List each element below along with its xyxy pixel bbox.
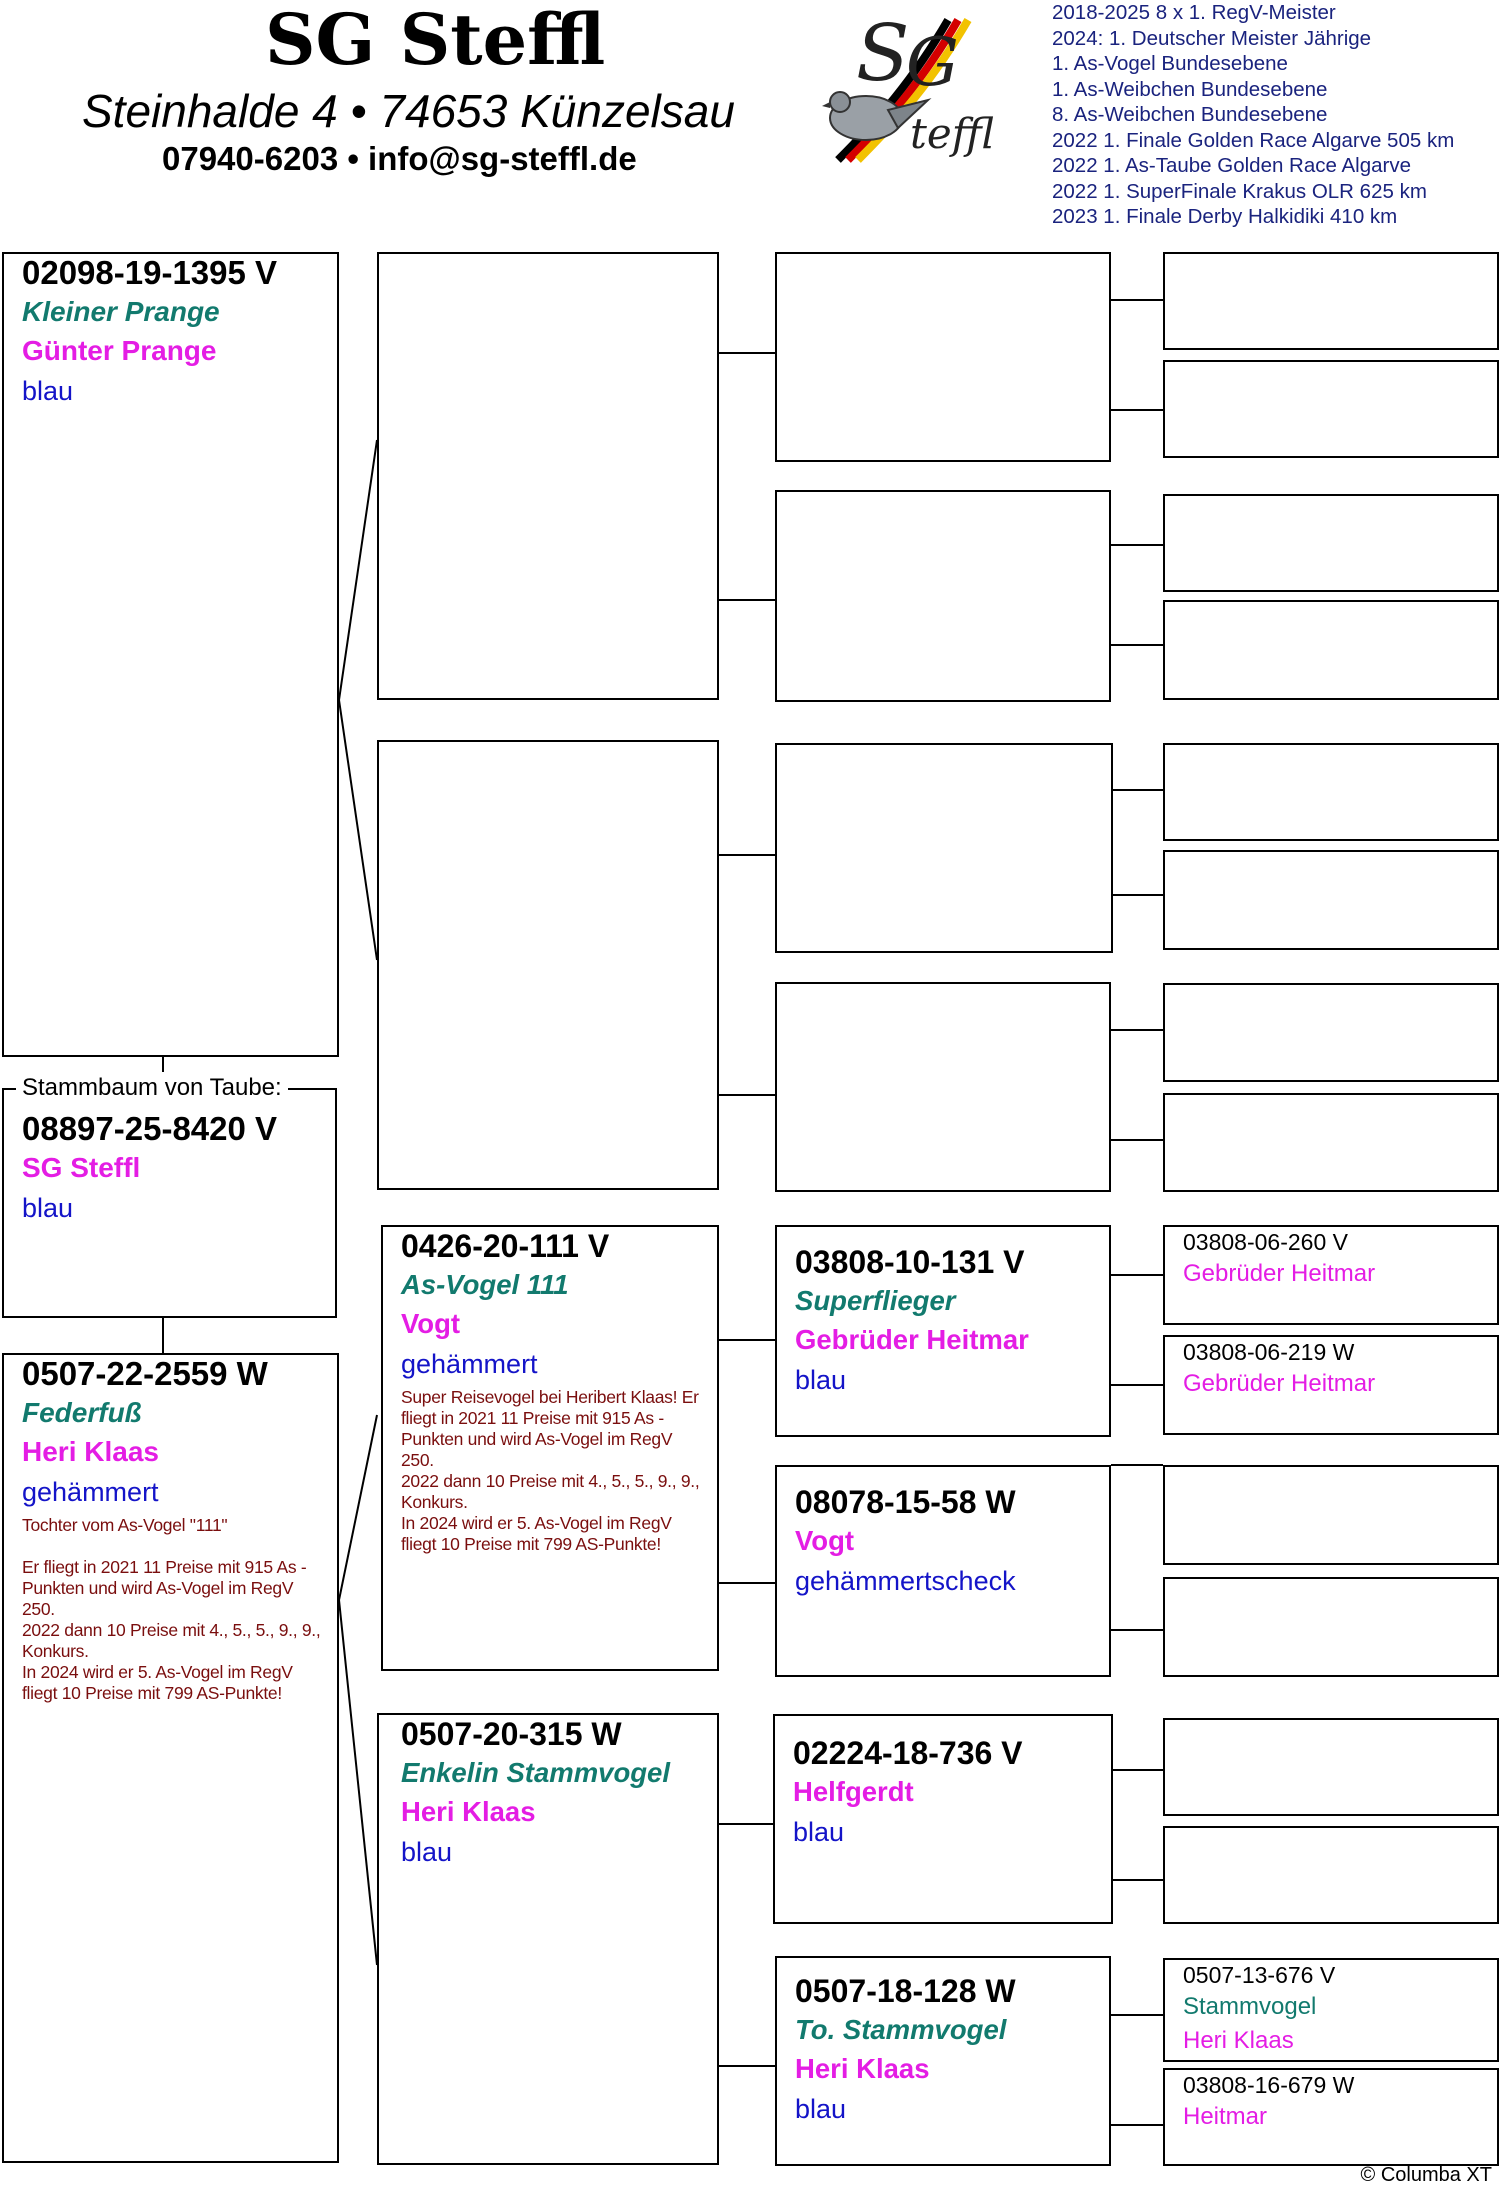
achievement-item: 2022 1. SuperFinale Krakus OLR 625 km bbox=[1052, 179, 1427, 203]
gen4-card[interactable] bbox=[1163, 360, 1499, 458]
svg-text:S: S bbox=[856, 9, 910, 99]
sds-card[interactable] bbox=[775, 743, 1113, 953]
ssd-card[interactable] bbox=[775, 490, 1111, 702]
dd-sire-breeder: Helfgerdt bbox=[793, 1776, 914, 1807]
address: Steinhalde 4 • 74653 Künzelsau bbox=[82, 85, 735, 137]
dam-dam-card[interactable] bbox=[377, 1713, 719, 2165]
ds-sire-ring: 03808-10-131 V bbox=[795, 1244, 1025, 1280]
ds-dam-card[interactable] bbox=[775, 1465, 1111, 1677]
dam-sire-card[interactable] bbox=[381, 1225, 719, 1671]
dd-dam-ring: 0507-18-128 W bbox=[795, 1973, 1016, 2009]
dam-sire-notes: Super Reisevogel bei Heribert Klaas! Er fliegt in 2021 11 Preise mit 915 As -Punkten und wird As-Vogel im RegV 250. 2022 dann 10 Preise mit 4., 5., 5., 9., 9., Konkurs. In 2024 wird er 5. As-Vogel im RegV fliegt 10 Preise mit 799 AS-Punkte! bbox=[401, 1387, 700, 1554]
svg-text:teffl: teffl bbox=[910, 109, 994, 158]
ds-sire-name: Superflieger bbox=[795, 1285, 956, 1316]
dam-sire-ring: 0426-20-111 V bbox=[401, 1228, 610, 1264]
dam-sire-color: gehämmert bbox=[401, 1349, 538, 1379]
achievement-item: 1. As-Vogel Bundesebene bbox=[1052, 52, 1288, 75]
gen4-card[interactable] bbox=[1163, 983, 1499, 1082]
dam-dam-ring: 0507-20-315 W bbox=[401, 1716, 622, 1752]
ds-dam-ring: 08078-15-58 W bbox=[795, 1484, 1016, 1520]
dd-sire-card[interactable] bbox=[773, 1714, 1113, 1924]
gen4-card[interactable] bbox=[1163, 1093, 1499, 1192]
dam-breeder: Heri Klaas bbox=[22, 1436, 159, 1467]
gen4-a-ring: 03808-06-260 V bbox=[1183, 1229, 1348, 1255]
dam-dam-name: Enkelin Stammvogel bbox=[401, 1757, 670, 1788]
dd-sire-ring: 02224-18-736 V bbox=[793, 1735, 1023, 1771]
subject-ring: 08897-25-8420 V bbox=[22, 1110, 278, 1147]
subject-legend: Stammbaum von Taube: bbox=[16, 1074, 288, 1102]
gen4-card[interactable] bbox=[1163, 1718, 1499, 1816]
gen4-card[interactable] bbox=[1163, 1577, 1499, 1677]
dam-dam-color: blau bbox=[401, 1837, 453, 1867]
sire-name: Kleiner Prange bbox=[22, 296, 220, 327]
achievement-item: 2023 1. Finale Derby Halkidiki 410 km bbox=[1052, 205, 1398, 228]
sdd-card[interactable] bbox=[775, 982, 1111, 1192]
dd-dam-breeder: Heri Klaas bbox=[795, 2053, 930, 2084]
achievement-item: 2022 1. As-Taube Golden Race Algarve bbox=[1052, 154, 1411, 177]
sire-ring: 02098-19-1395 V bbox=[22, 254, 278, 291]
dam-ring: 0507-22-2559 W bbox=[22, 1355, 268, 1392]
achievement-item: 2024: 1. Deutscher Meister Jährige bbox=[1052, 26, 1372, 50]
dam-card[interactable] bbox=[2, 1353, 339, 2163]
gen4-c-breeder: Heri Klaas bbox=[1183, 2027, 1294, 2054]
contact: 07940-6203 • info@sg-steffl.de bbox=[162, 140, 637, 177]
sire-dam-card[interactable] bbox=[377, 740, 719, 1190]
dd-sire-color: blau bbox=[793, 1817, 845, 1847]
sire-breeder: Günter Prange bbox=[22, 335, 217, 366]
gen4-c-ring: 0507-13-676 V bbox=[1183, 1962, 1336, 1988]
gen4-card-b[interactable] bbox=[1163, 1335, 1499, 1435]
ds-dam-color: gehämmertscheck bbox=[795, 1566, 1016, 1596]
gen4-card-a[interactable] bbox=[1163, 1225, 1499, 1325]
gen4-card[interactable] bbox=[1163, 1465, 1499, 1565]
sire-sire-card[interactable] bbox=[377, 252, 719, 700]
dd-dam-card[interactable] bbox=[775, 1956, 1111, 2166]
achievement-item: 8. As-Weibchen Bundesebene bbox=[1052, 103, 1328, 126]
ds-dam-breeder: Vogt bbox=[795, 1525, 855, 1556]
dam-dam-breeder: Heri Klaas bbox=[401, 1796, 536, 1827]
achievement-item: 2022 1. Finale Golden Race Algarve 505 km bbox=[1052, 128, 1455, 152]
gen4-card[interactable] bbox=[1163, 252, 1499, 350]
dam-sire-name: As-Vogel 111 bbox=[401, 1269, 569, 1300]
gen4-a-breeder: Gebrüder Heitmar bbox=[1183, 1260, 1376, 1287]
subject-color: blau bbox=[22, 1193, 74, 1223]
gen4-d-breeder: Heitmar bbox=[1183, 2103, 1268, 2130]
gen4-card[interactable] bbox=[1163, 1826, 1499, 1924]
subject-breeder: SG Steffl bbox=[22, 1152, 141, 1183]
gen4-d-ring: 03808-16-679 W bbox=[1183, 2072, 1355, 2098]
dam-name: Federfuß bbox=[22, 1397, 142, 1428]
gen4-card[interactable] bbox=[1163, 600, 1499, 700]
gen4-card-d[interactable] bbox=[1163, 2068, 1499, 2166]
gen4-card[interactable] bbox=[1163, 743, 1499, 841]
achievement-item: 2018-2025 8 x 1. RegV-Meister bbox=[1052, 1, 1336, 24]
dam-color: gehämmert bbox=[22, 1477, 159, 1507]
gen4-c-name: Stammvogel bbox=[1183, 1993, 1317, 2020]
svg-text:G: G bbox=[906, 24, 959, 101]
gen4-b-breeder: Gebrüder Heitmar bbox=[1183, 1370, 1376, 1397]
ds-sire-breeder: Gebrüder Heitmar bbox=[795, 1324, 1029, 1355]
sire-color: blau bbox=[22, 376, 74, 406]
gen4-card[interactable] bbox=[1163, 850, 1499, 950]
dd-dam-color: blau bbox=[795, 2094, 847, 2124]
gen4-card[interactable] bbox=[1163, 494, 1499, 592]
ds-sire-color: blau bbox=[795, 1365, 847, 1395]
page-title: SG Steffl bbox=[265, 0, 606, 81]
achievement-item: 1. As-Weibchen Bundesebene bbox=[1052, 77, 1328, 101]
ds-sire-card[interactable] bbox=[775, 1225, 1111, 1437]
dam-notes: Tochter vom As-Vogel "111" Er fliegt in 2021 11 Preise mit 915 As -Punkten und wird As-Vogel im RegV 250. 2022 dann 10 Preise mit 4., 5., 5., 9., 9., Konkurs. In 2024 wird er 5. As-Vogel im RegV fliegt 10 Preise mit 799 AS-Punkte! bbox=[22, 1515, 321, 1703]
dam-sire-breeder: Vogt bbox=[401, 1308, 461, 1339]
dd-dam-name: To. Stammvogel bbox=[795, 2014, 1007, 2045]
copyright: © Columba XT bbox=[1360, 2164, 1492, 2186]
gen4-card-c[interactable] bbox=[1163, 1958, 1499, 2062]
sss-card[interactable] bbox=[775, 252, 1111, 462]
subject-card[interactable] bbox=[2, 1088, 337, 1318]
gen4-b-ring: 03808-06-219 W bbox=[1183, 1339, 1355, 1365]
sire-card[interactable] bbox=[2, 252, 339, 1057]
